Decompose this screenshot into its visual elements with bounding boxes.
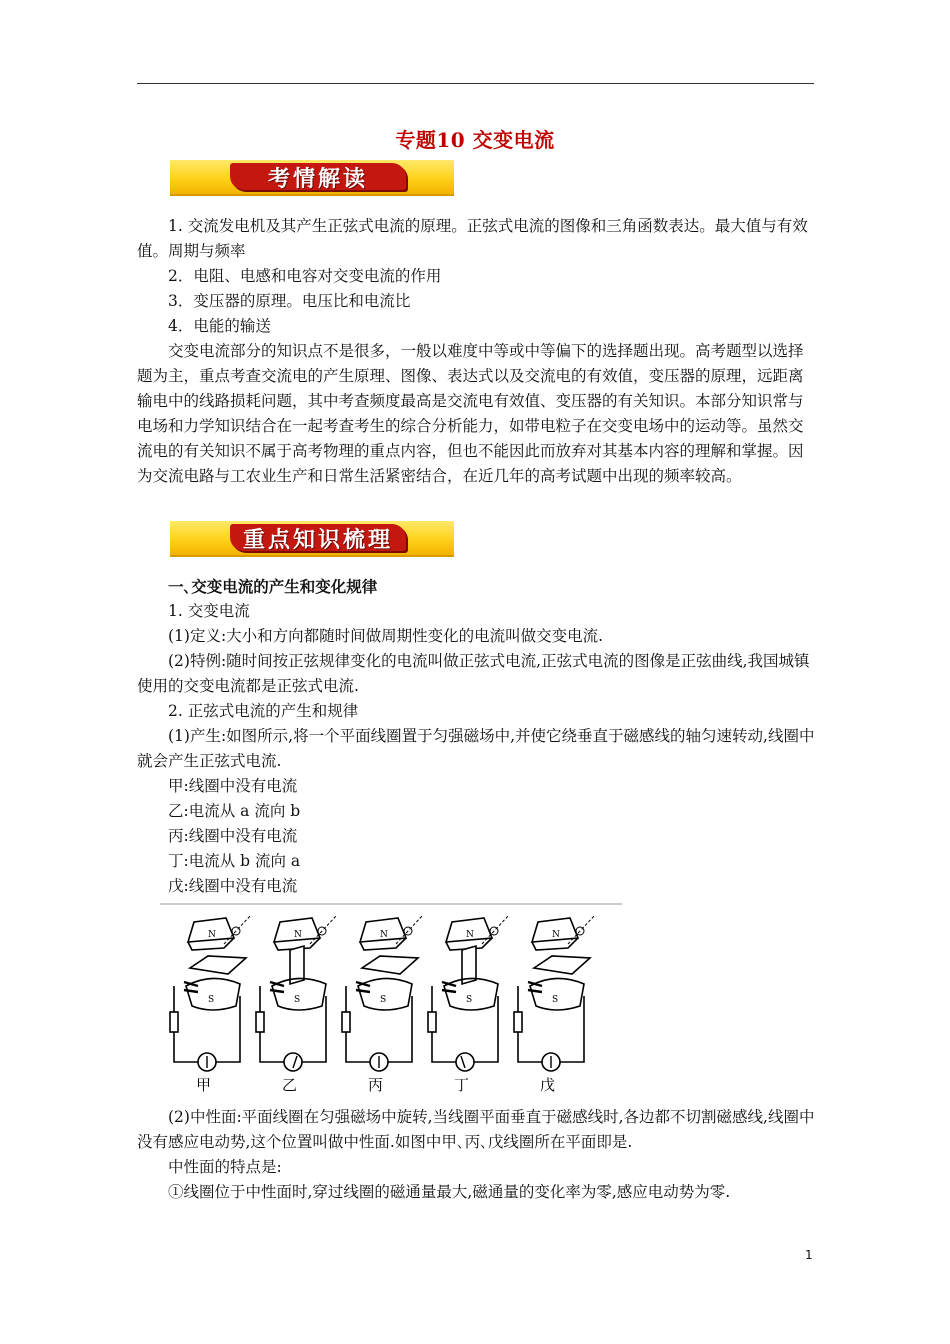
state-bing: 丙:线圈中没有电流 bbox=[168, 827, 298, 845]
panel-label: 丁 bbox=[454, 1076, 470, 1094]
resistor bbox=[514, 1012, 522, 1032]
resistor bbox=[342, 1012, 350, 1032]
circuit-wire bbox=[260, 986, 326, 1062]
panel-label: 乙 bbox=[282, 1076, 298, 1094]
page-title: 专题10 交变电流 bbox=[395, 128, 555, 152]
resistor bbox=[170, 1012, 178, 1032]
s-pole-label: S bbox=[552, 995, 559, 1005]
banner-key-points bbox=[170, 521, 454, 557]
rotation-axis bbox=[310, 916, 336, 944]
banner-exam-analysis bbox=[170, 160, 454, 196]
intro-item-2: 2．电阻、电感和电容对交变电流的作用 bbox=[168, 267, 442, 285]
state-yi: 乙:电流从 a 流向 b bbox=[168, 802, 301, 820]
state-jia: 甲:线圈中没有电流 bbox=[168, 777, 298, 795]
state-wu: 戊:线圈中没有电流 bbox=[168, 877, 298, 895]
generator-panel bbox=[428, 916, 508, 1071]
production: (1)产生:如图所示,将一个平面线圈置于匀强磁场中,并使它绕垂直于磁感线的轴匀速转动,线圈中就会产生正弦式电流. bbox=[137, 727, 815, 770]
n-pole-label: N bbox=[208, 930, 216, 940]
circuit-wire bbox=[432, 986, 498, 1062]
coil bbox=[190, 956, 246, 974]
definition: (1)定义:大小和方向都随时间做周期性变化的电流叫做交变电流. bbox=[168, 627, 604, 645]
subheading-sine: 2. 正弦式电流的产生和规律 bbox=[168, 702, 359, 720]
resistor bbox=[256, 1012, 264, 1032]
rotation-axis bbox=[396, 916, 422, 944]
generator-panel bbox=[256, 916, 336, 1071]
rotation-axis bbox=[482, 916, 508, 944]
summary-paragraph: 交变电流部分的知识点不是很多，一般以难度中等或中等偏下的选择题出现。高考题型以选择题为主，重点考查交流电的产生原理、图像、表达式以及交流电的有效值，变压器的原理，远距离输电中的线路损耗问题，其中考查频度最高是交流电有效值、变压器的有关知识。本部分知识常与电场和力学知识结合在一起考查考生的综合分析能力，如带电粒子在交变电场中的运动等。虽然交流电的有关知识不属于高考物理的重点内容，但也不能因此而放弃对其基本内容的理解和掌握。因为交流电路与工农业生产和日常生活紧密结合，在近几年的高考试题中出现的频率较高。 bbox=[137, 342, 804, 485]
generator-figure bbox=[160, 902, 622, 1096]
n-pole-label: N bbox=[466, 930, 474, 940]
subheading-ac: 1. 交变电流 bbox=[168, 602, 250, 620]
neutral-feature-heading: 中性面的特点是: bbox=[168, 1158, 282, 1176]
rotation-axis bbox=[224, 916, 250, 944]
special-case: (2)特例:随时间按正弦规律变化的电流叫做正弦式电流,正弦式电流的图像是正弦曲线,我国城镇使用的交变电流都是正弦式电流. bbox=[137, 652, 810, 695]
generator-panel bbox=[514, 916, 594, 1071]
coil bbox=[534, 956, 590, 974]
banner-label: 考情解读 bbox=[267, 167, 368, 192]
intro-item-4: 4．电能的输送 bbox=[168, 317, 271, 335]
panel-label: 丙 bbox=[368, 1076, 384, 1094]
rotation-axis bbox=[568, 916, 594, 944]
page-number: 1 bbox=[805, 1248, 813, 1262]
intro-item-3: 3．变压器的原理。电压比和电流比 bbox=[168, 292, 411, 310]
generator-panel bbox=[342, 916, 422, 1071]
circuit-wire bbox=[346, 986, 412, 1062]
neutral-plane: (2)中性面:平面线圈在匀强磁场中旋转,当线圈平面垂直于磁感线时,各边都不切割磁感线,线圈中没有感应电动势,这个位置叫做中性面.如图中甲､丙､戊线圈所在平面即是. bbox=[137, 1108, 815, 1151]
n-pole-label: N bbox=[380, 930, 388, 940]
generator-panel bbox=[170, 916, 250, 1071]
circuit-wire bbox=[174, 986, 240, 1062]
resistor bbox=[428, 1012, 436, 1032]
s-pole-label: S bbox=[294, 995, 301, 1005]
panel-label: 戊 bbox=[540, 1076, 556, 1094]
banner-label: 重点知识梳理 bbox=[242, 528, 393, 553]
galvanometer-icon bbox=[284, 1053, 302, 1071]
circuit-wire bbox=[518, 986, 584, 1062]
header-rule bbox=[137, 83, 814, 84]
state-ding: 丁:电流从 b 流向 a bbox=[168, 852, 301, 870]
galvanometer-icon bbox=[456, 1053, 474, 1071]
section-heading: 一､交变电流的产生和变化规律 bbox=[168, 577, 378, 596]
s-pole-label: S bbox=[208, 995, 215, 1005]
panel-label: 甲 bbox=[196, 1076, 212, 1094]
s-pole-label: S bbox=[466, 995, 473, 1005]
n-pole-label: N bbox=[294, 930, 302, 940]
neutral-feature-1: ①线圈位于中性面时,穿过线圈的磁通量最大,磁通量的变化率为零,感应电动势为零. bbox=[168, 1183, 731, 1201]
coil bbox=[362, 956, 418, 974]
s-pole-label: S bbox=[380, 995, 387, 1005]
intro-item-1: 1. 交流发电机及其产生正弦式电流的原理。正弦式电流的图像和三角函数表达。最大值与有效值。周期与频率 bbox=[137, 217, 808, 260]
n-pole-label: N bbox=[552, 930, 560, 940]
